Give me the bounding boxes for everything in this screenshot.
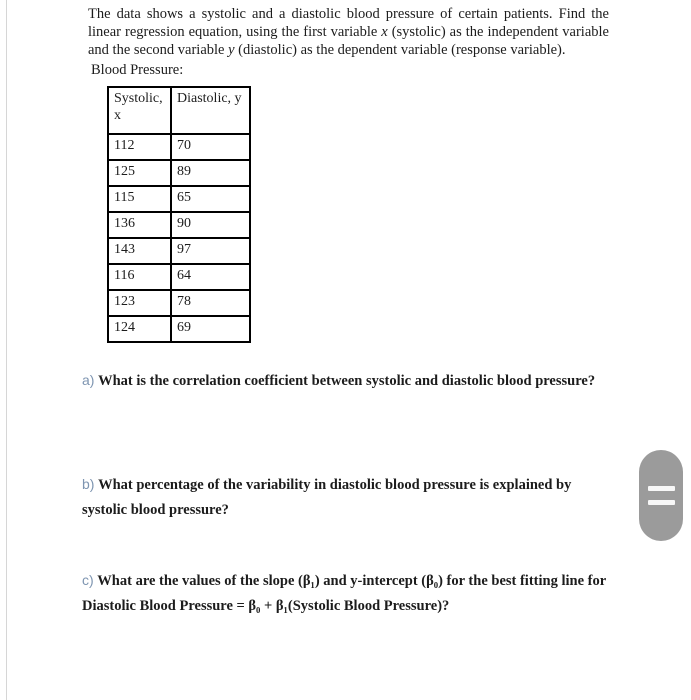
systolic-value: 112: [108, 134, 171, 160]
problem-statement: [88, 5, 609, 59]
diastolic-value: 65: [171, 186, 250, 212]
systolic-value: 116: [108, 264, 171, 290]
diastolic-value: 90: [171, 212, 250, 238]
variable-y: y: [228, 42, 235, 58]
table-row: [108, 264, 250, 290]
grip-lines-icon: [648, 486, 675, 491]
systolic-value: 115: [108, 186, 171, 212]
table-row: [108, 134, 250, 160]
systolic-value: 125: [108, 160, 171, 186]
question-b-label: b): [82, 476, 95, 492]
question-a-label: a): [82, 372, 95, 388]
table-row: [108, 160, 250, 186]
table-row: [108, 212, 250, 238]
table-header-row: [108, 87, 250, 134]
problem-text-part2: (systolic) as the independent variable and the second variable: [88, 24, 609, 58]
systolic-value: 136: [108, 212, 171, 238]
diastolic-value: 64: [171, 264, 250, 290]
diastolic-value: 69: [171, 316, 250, 342]
grip-lines-icon: [648, 500, 675, 505]
systolic-value: 143: [108, 238, 171, 264]
diastolic-value: 97: [171, 238, 250, 264]
column-header-diastolic: Diastolic, y: [171, 87, 250, 134]
left-border-line: [6, 0, 7, 700]
question-b-text: What percentage of the variability in diastolic blood pressure is explained by systolic blood pressure?: [82, 477, 572, 518]
diastolic-value: 89: [171, 160, 250, 186]
problem-text-part1: The data shows a systolic and a diastolic blood pressure of certain patients. Find the linear regression equation, using the first variable: [88, 6, 609, 40]
question-a-text: What is the correlation coefficient between systolic and diastolic blood pressure?: [98, 373, 596, 389]
question-a: [82, 368, 642, 394]
table-row: [108, 316, 250, 342]
table-row: [108, 290, 250, 316]
blood-pressure-table: [107, 86, 251, 343]
column-header-systolic: Systolic, x: [108, 87, 171, 134]
problem-text-part3: (diastolic) as the dependent variable (response variable).: [234, 42, 566, 58]
table-row: [108, 238, 250, 264]
question-b: [82, 472, 594, 523]
question-c-text-line1: What are the values of the slope (β₁) and y-intercept (β₀) for the best fitting line for: [97, 573, 607, 589]
table-row: [108, 186, 250, 212]
question-c: [82, 568, 642, 594]
table-label: Blood Pressure:: [91, 62, 184, 78]
question-c-label: c): [82, 572, 94, 588]
drag-handle[interactable]: [639, 450, 683, 541]
question-c-formula: [82, 594, 642, 619]
variable-x: x: [381, 24, 388, 40]
diastolic-value: 70: [171, 134, 250, 160]
systolic-value: 124: [108, 316, 171, 342]
diastolic-value: 78: [171, 290, 250, 316]
question-c-text-line2: Diastolic Blood Pressure = β₀ + β₁(Systolic Blood Pressure)?: [82, 598, 450, 614]
systolic-value: 123: [108, 290, 171, 316]
